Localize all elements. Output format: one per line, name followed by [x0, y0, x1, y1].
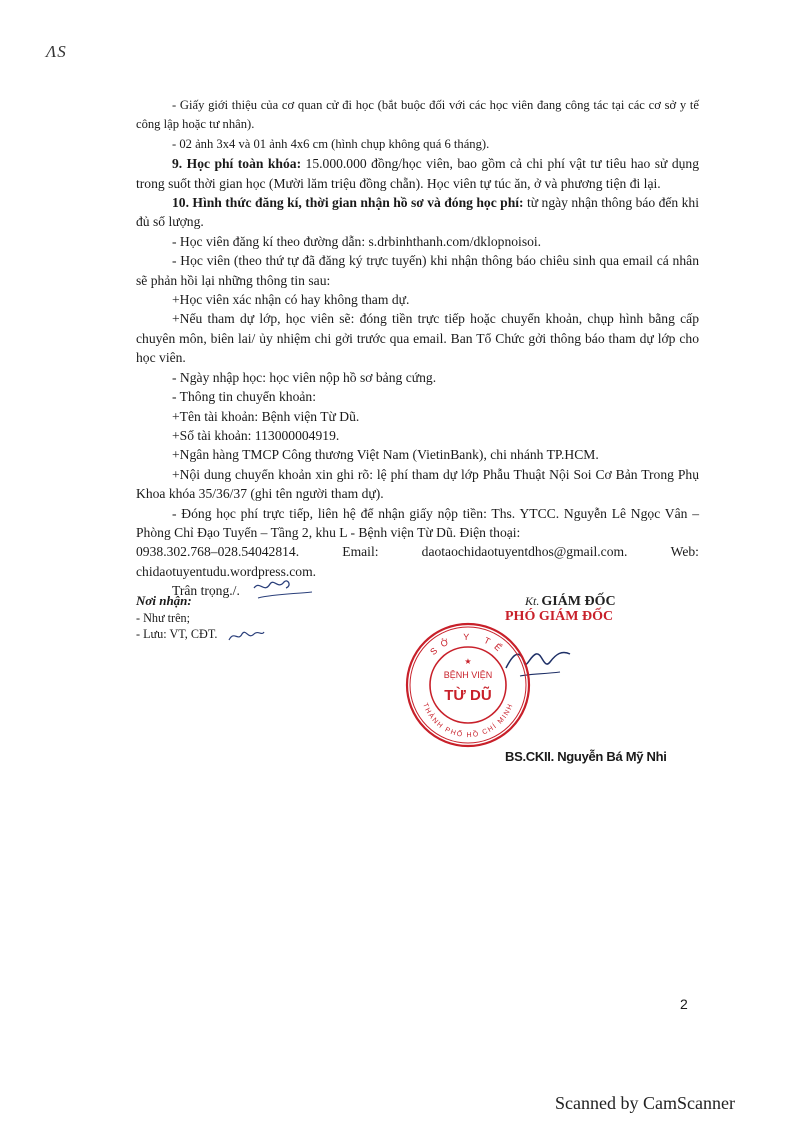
paragraph-account-number: +Số tài khoản: 113000004919. — [172, 427, 340, 443]
recipient-item: - Lưu: VT, CĐT. — [136, 627, 218, 641]
paragraph-bank: +Ngân hàng TMCP Công thương Việt Nam (VietinBank), chi nhánh TP.HCM. — [172, 447, 599, 463]
paragraph-email-response: - Học viên (theo thứ tự đã đăng ký trực tuyến) khi nhận thông báo chiêu sinh qua email cá nhân sẽ phản hồi lại những thông tin sau: — [136, 253, 699, 288]
handwritten-corner-mark: ɅS — [46, 42, 67, 61]
signature-role-deputy: PHÓ GIÁM ĐỐC — [505, 609, 614, 624]
recipient-item: - Như trên; — [136, 610, 190, 625]
signature-role-director: Kt. GIÁM ĐỐC — [525, 594, 616, 609]
recipients-title: Nơi nhận: — [136, 593, 192, 608]
paragraph-direct-payment: - Đóng học phí trực tiếp, liên hệ để nhận giấy nộp tiền: Ths. YTCC. Nguyễn Lê Ngọc Vân – Phòng Chỉ Đạo Tuyến – Tầng 2, khu L - Bệnh viện Từ Dũ. Điện thoại: — [136, 505, 699, 540]
document-body — [136, 96, 699, 601]
paragraph-tuition — [136, 154, 699, 193]
contact-email-label: Email: — [342, 544, 379, 560]
tuition-text: 15.000.000 đồng/học viên, bao gồm cả chi phí vật tư tiêu hao sử dụng trong suốt thời gian học (Mười lăm triệu đồng chẵn). Học viên tự túc ăn, ở và phương tiện đi lại. — [136, 156, 700, 191]
official-stamp — [403, 620, 533, 750]
paragraph-confirm-attendance: +Học viên xác nhận có hay không tham dự. — [172, 292, 410, 308]
paragraph-attendance-steps: +Nếu tham dự lớp, học viên sẽ: đóng tiền trực tiếp hoặc chuyển khoản, chụp hình bằng cấp chuyên môn, biên lai/ ủy nhiệm chi gởi trước qua email. Ban Tổ Chức gởi thông báo tham dự lớp cho học viên. — [136, 311, 699, 366]
paragraph-account-name: +Tên tài khoản: Bệnh viện Từ Dũ. — [172, 408, 360, 424]
recipients-block — [136, 593, 217, 643]
stamp-star-icon: ★ — [464, 657, 472, 666]
page-number: 2 — [680, 996, 688, 1012]
paragraph-registration — [136, 193, 699, 232]
tuition-heading: 9. Học phí toàn khóa: — [172, 156, 302, 172]
svg-text:SỞ Y TẾ — [428, 632, 508, 657]
contact-web-label: Web: — [670, 544, 699, 560]
registration-text: từ ngày nhận thông báo đến khi đủ số lượng. — [136, 195, 700, 230]
stamp-inner-top: BỆNH VIỆN — [443, 670, 493, 680]
contact-phone: 0938.302.768–028.54042814. — [136, 544, 300, 560]
signature-role-prefix: Kt. — [525, 594, 540, 608]
stamp-outer-bottom: THÀNH PHỐ HỒ CHÍ MINH — [421, 702, 515, 740]
paragraph-referral-letter: - Giấy giới thiệu của cơ quan cử đi học (bắt buộc đối với các học viên đang công tác tại các cơ sở y tế công lập hoặc tư nhân). — [136, 98, 699, 132]
stamp-outer-top: SỞ Y TẾ — [428, 631, 508, 658]
closing-regards: Trân trọng./. — [172, 583, 240, 599]
scanner-watermark: Scanned by CamScanner — [555, 1093, 735, 1113]
contact-line — [136, 542, 699, 561]
paragraph-transfer-info: - Thông tin chuyển khoản: — [172, 389, 316, 405]
paragraph-enrollment-date: - Ngày nhập học: học viên nộp hồ sơ bảng cứng. — [172, 369, 437, 385]
archive-initial-scribble — [226, 626, 266, 646]
paragraph-transfer-note: +Nội dung chuyển khoản xin ghi rõ: lệ phí tham dự lớp Phẫu Thuật Nội Soi Cơ Bản Trong Phụ Khoa khóa 35/36/37 (ghi tên người tham dự). — [136, 466, 699, 502]
contact-web: chidaotuyentudu.wordpress.com. — [136, 563, 317, 579]
paragraph-registration-link: - Học viên đăng kí theo đường dẫn: s.drbinhthanh.com/dklopnoisoi. — [172, 233, 542, 249]
svg-text:THÀNH PHỐ HỒ CHÍ MINH — [421, 702, 515, 739]
contact-email: daotaochidaotuyentdhos@gmail.com. — [421, 544, 628, 560]
registration-heading: 10. Hình thức đăng kí, thời gian nhận hồ sơ và đóng học phí: — [172, 195, 524, 211]
paragraph-photos: - 02 ảnh 3x4 và 01 ảnh 4x6 cm (hình chụp không quá 6 tháng). — [172, 136, 490, 151]
signatory-name: BS.CKII. Nguyễn Bá Mỹ Nhi — [505, 749, 667, 764]
stamp-inner-main: TỪ DŨ — [444, 687, 492, 704]
